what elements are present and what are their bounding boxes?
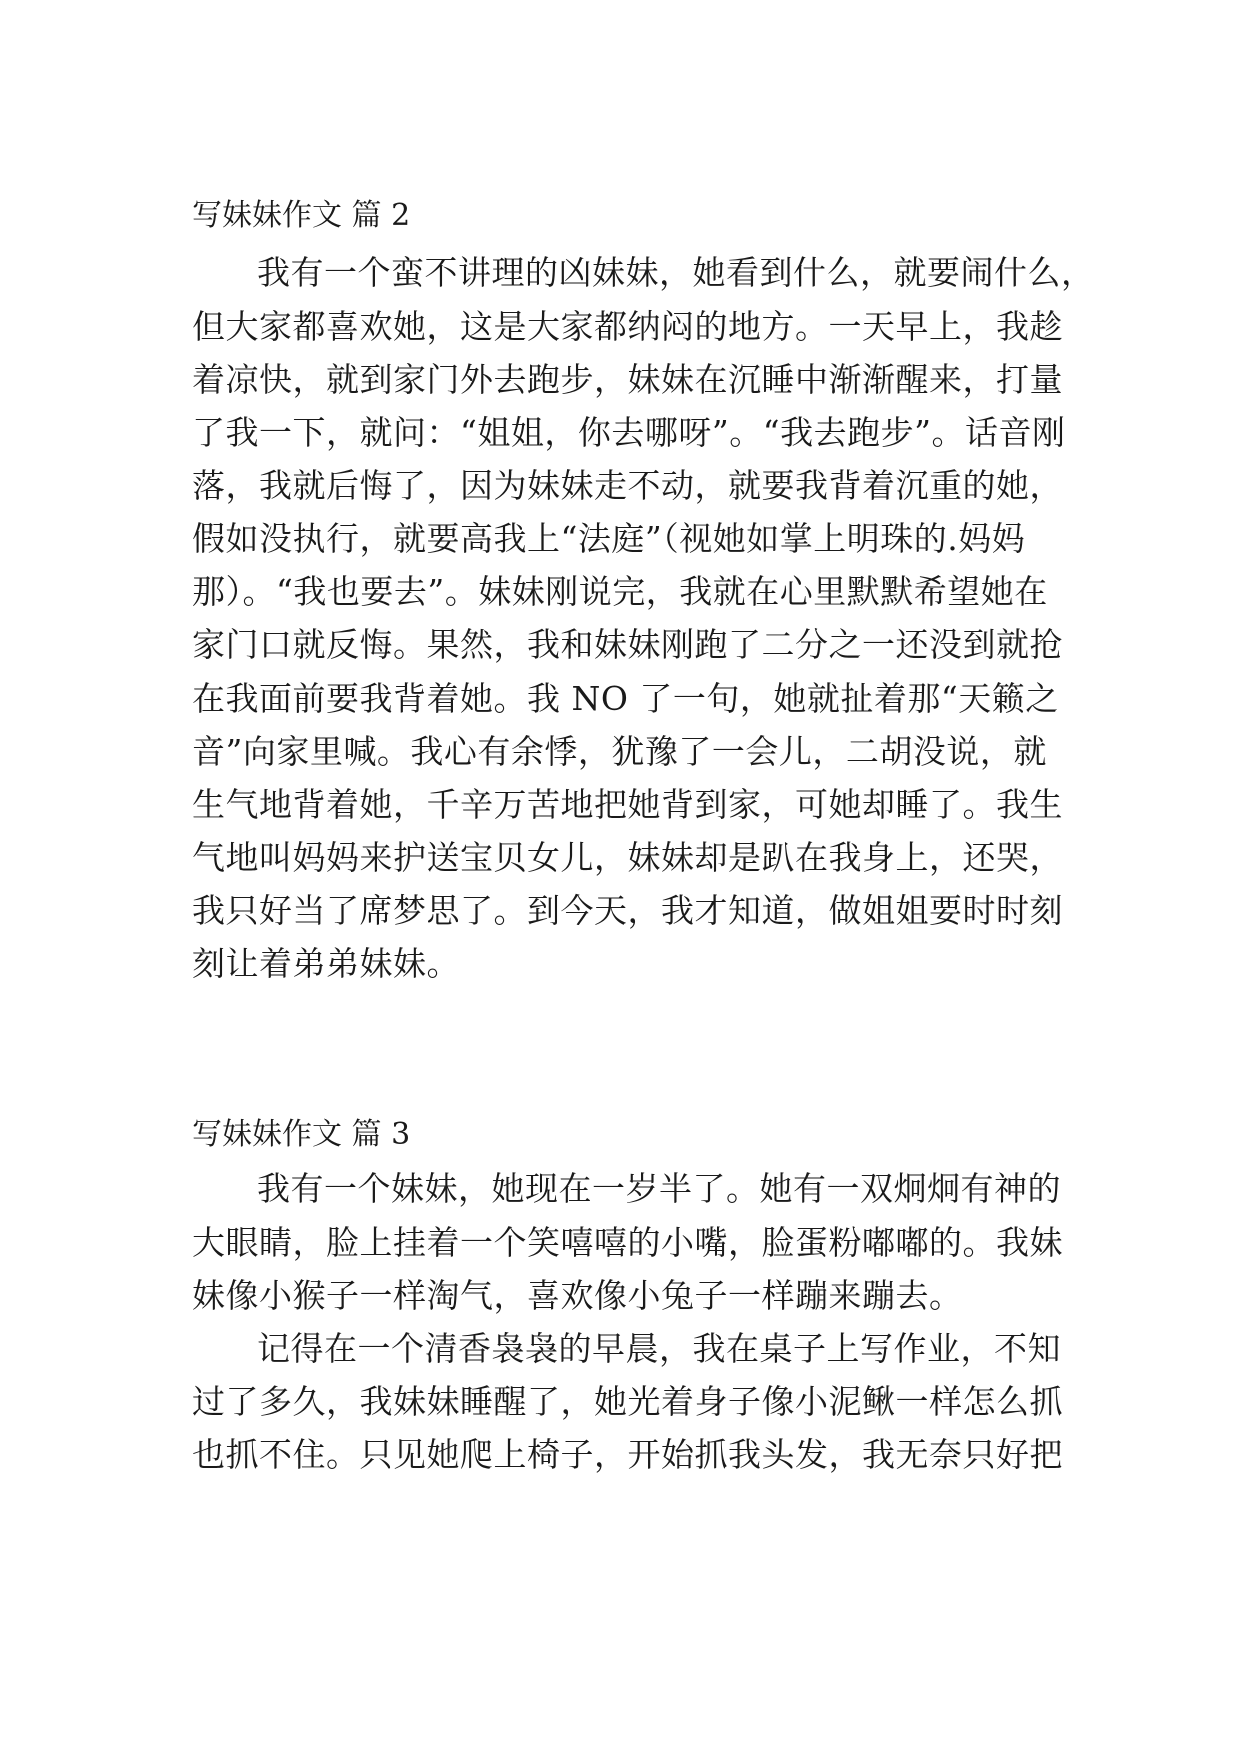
paragraph-line: 气地叫妈妈来护送宝贝女儿，妹妹却是趴在我身上，还哭，	[192, 838, 1063, 877]
paragraph-line: 在我面前要我背着她。我 NO 了一句，她就扯着那“天籁之	[192, 679, 1059, 718]
paragraph-line: 也抓不住。只见她爬上椅子，开始抓我头发，我无奈只好把	[192, 1435, 1063, 1474]
paragraph-line: 音”向家里喊。我心有余悸，犹豫了一会儿，二胡没说，就	[192, 732, 1047, 771]
paragraph-line: 但大家都喜欢她，这是大家都纳闷的地方。一天早上，我趁	[192, 307, 1063, 346]
paragraph-line: 落，我就后悔了，因为妹妹走不动，就要我背着沉重的她，	[192, 466, 1063, 505]
paragraph-line: 我只好当了席梦思了。到今天，我才知道，做姐姐要时时刻	[192, 891, 1063, 930]
paragraph-line: 家门口就反悔。果然，我和妹妹刚跑了二分之一还没到就抢	[192, 625, 1063, 664]
paragraph-line: 妹像小猴子一样淘气，喜欢像小兔子一样蹦来蹦去。	[192, 1276, 963, 1315]
paragraph-line: 刻让着弟弟妹妹。	[192, 944, 460, 983]
section-title: 写妹妹作文 篇 3	[192, 1117, 411, 1152]
paragraph-line: 我有一个蛮不讲理的凶妹妹，她看到什么，就要闹什么，	[257, 253, 1095, 292]
section-title: 写妹妹作文 篇 2	[192, 198, 411, 233]
paragraph-line: 假如没执行，就要高我上“法庭”（视她如掌上明珠的.妈妈	[192, 519, 1026, 558]
paragraph-line: 我有一个妹妹，她现在一岁半了。她有一双炯炯有神的	[257, 1169, 1061, 1208]
paragraph-line: 了我一下，就问：“姐姐，你去哪呀”。“我去跑步”。话音刚	[192, 413, 1066, 452]
paragraph-line: 记得在一个清香袅袅的早晨，我在桌子上写作业，不知	[257, 1329, 1061, 1368]
paragraph-line: 那）。“我也要去”。妹妹刚说完，我就在心里默默希望她在	[192, 572, 1048, 611]
paragraph-line: 过了多久，我妹妹睡醒了，她光着身子像小泥鳅一样怎么抓	[192, 1382, 1063, 1421]
paragraph-line: 大眼睛，脸上挂着一个笑嘻嘻的小嘴，脸蛋粉嘟嘟的。我妹	[192, 1223, 1063, 1262]
paragraph-line: 着凉快，就到家门外去跑步，妹妹在沉睡中渐渐醒来，打量	[192, 360, 1063, 399]
paragraph-line: 生气地背着她，千辛万苦地把她背到家，可她却睡了。我生	[192, 785, 1063, 824]
